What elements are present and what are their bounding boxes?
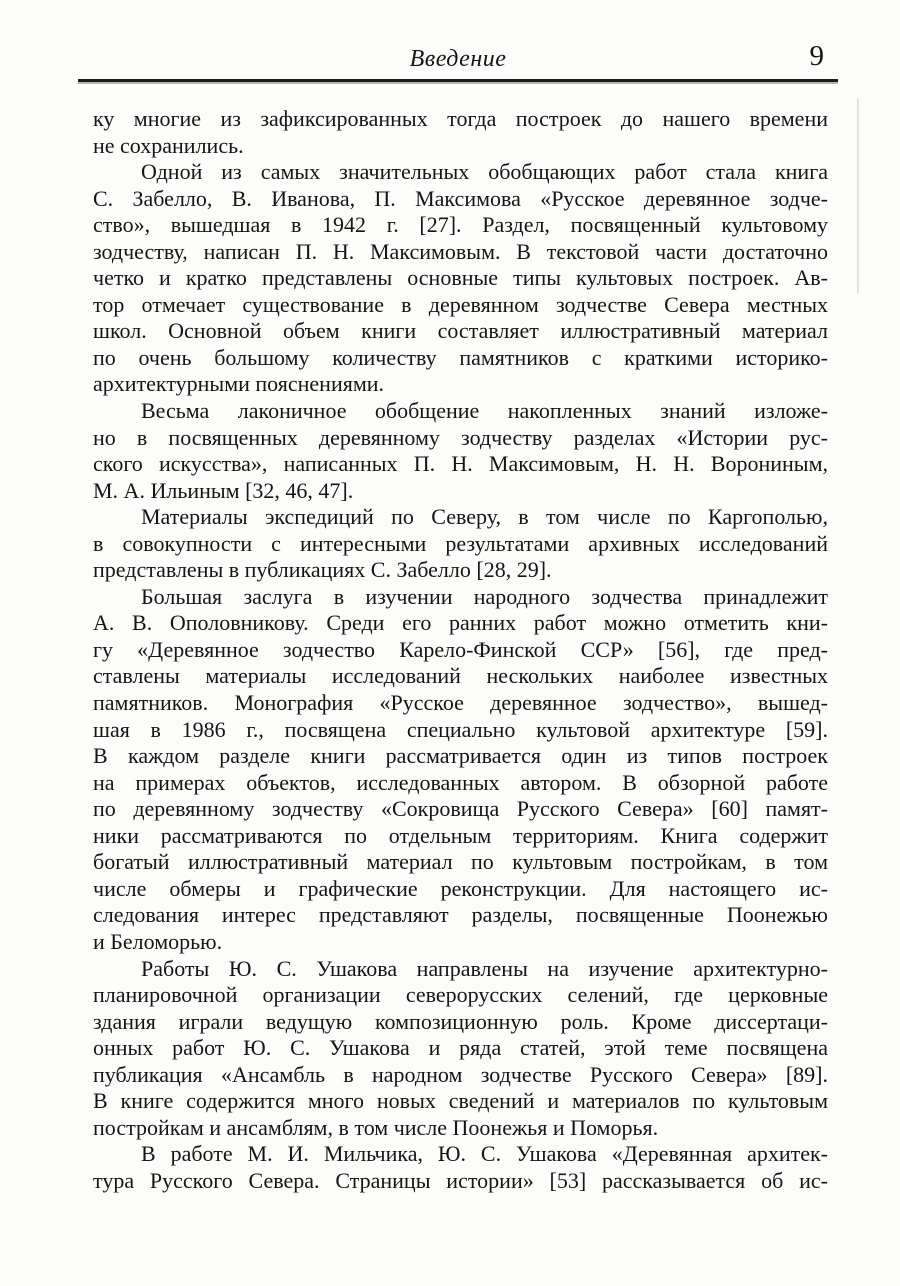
text-line: А. В. Ополовникову. Среди его ранних работ можно отметить кни- — [93, 610, 828, 636]
text-line: на примерах объектов, исследованных автором. В обзорной работе — [93, 769, 828, 795]
text-line: В работе М. И. Мильчика, Ю. С. Ушакова «Деревянная архитек- — [141, 1141, 828, 1167]
scan-artifact — [857, 98, 859, 293]
text-line: С. Забелло, В. Иванова, П. Максимова «Русское деревянное зодче- — [93, 185, 828, 211]
paragraph — [93, 159, 828, 398]
text-line: В книге содержится много новых сведений и материалов по культовым — [93, 1088, 828, 1114]
text-line: ставлены материалы исследований нескольких наиболее известных — [93, 663, 828, 689]
text-line: ского искусства», написанных П. Н. Максимовым, Н. Н. Ворониным, — [93, 451, 828, 477]
text-line: памятников. Монография «Русское деревянное зодчество», вышед- — [93, 690, 828, 716]
text-line: школ. Основной объем книги составляет иллюстративный материал — [93, 318, 828, 344]
text-line: по деревянному зодчеству «Сокровища Русского Севера» [60] памят- — [93, 796, 828, 822]
text-line: В каждом разделе книги рассматривается один из типов построек — [93, 743, 828, 769]
paragraph — [93, 398, 828, 504]
text-line: архитектурными пояснениями. — [93, 371, 385, 397]
text-line: четко и кратко представлены основные типы культовых построек. Ав- — [93, 265, 828, 291]
text-line: Материалы экспедиций по Северу, в том числе по Каргополью, — [141, 504, 828, 530]
text-line: Большая заслуга в изучении народного зодчества принадлежит — [141, 583, 828, 609]
text-line: Работы Ю. С. Ушакова направлены на изучение архитектурно- — [141, 955, 828, 981]
header-rule — [78, 79, 838, 82]
text-line: следования интерес представляют разделы, посвященные Поонежью — [93, 902, 828, 928]
text-line: шая в 1986 г., посвящена специально культовой архитектуре [59]. — [93, 716, 828, 742]
text-line: представлены в публикациях С. Забелло [28, 29]. — [93, 557, 552, 583]
text-line: числе обмеры и графические реконструкции. Для настоящего ис- — [93, 875, 828, 901]
text-line: онных работ Ю. С. Ушакова и ряда статей, этой теме посвящена — [93, 1035, 828, 1061]
page-number: 9 — [809, 40, 824, 72]
text-line: зодчеству, написан П. Н. Максимовым. В текстовой части достаточно — [93, 238, 828, 264]
text-line: ники рассматриваются по отдельным территориям. Книга содержит — [93, 822, 828, 848]
text-line: но в посвященных деревянному зодчеству разделах «Истории рус- — [93, 424, 828, 450]
text-line: Весьма лаконичное обобщение накопленных знаний изложе- — [141, 398, 828, 424]
text-line: тор отмечает существование в деревянном зодчестве Севера местных — [93, 291, 828, 317]
text-line: не сохранились. — [93, 132, 244, 158]
text-line: ку многие из зафиксированных тогда построек до нашего времени — [93, 106, 828, 131]
text-line: гу «Деревянное зодчество Карело-Финской ССР» [56], где пред- — [93, 636, 828, 662]
text-line: Одной из самых значительных обобщающих работ стала книга — [141, 159, 828, 185]
text-line: планировочной организации северорусских селений, где церковные — [93, 982, 828, 1008]
running-head — [78, 40, 838, 78]
running-head-title: Введение — [409, 46, 507, 72]
text-line: по очень большому количеству памятников с краткими историко- — [93, 344, 828, 370]
body-text — [93, 106, 828, 1194]
paragraph — [93, 584, 828, 956]
text-line: публикация «Ансамбль в народном зодчестве Русского Севера» [89]. — [93, 1061, 828, 1087]
paragraph — [93, 1141, 828, 1194]
paragraph — [93, 956, 828, 1142]
text-line: постройкам и ансамблям, в том числе Поонежья и Поморья. — [93, 1114, 659, 1140]
paragraph — [93, 504, 828, 584]
text-line: ство», вышедшая в 1942 г. [27]. Раздел, посвященный культовому — [93, 212, 828, 238]
text-line: и Беломорью. — [93, 928, 223, 954]
text-line: богатый иллюстративный материал по культовым постройкам, в том — [93, 849, 828, 875]
paragraph — [93, 106, 828, 159]
text-line: в совокупности с интересными результатами архивных исследований — [93, 530, 828, 556]
text-line: М. А. Ильиным [32, 46, 47]. — [93, 477, 354, 503]
text-line: здания играли ведущую композиционную роль. Кроме диссертаци- — [93, 1008, 828, 1034]
text-line: тура Русского Севера. Страницы истории» [53] рассказывается об ис- — [93, 1167, 828, 1193]
